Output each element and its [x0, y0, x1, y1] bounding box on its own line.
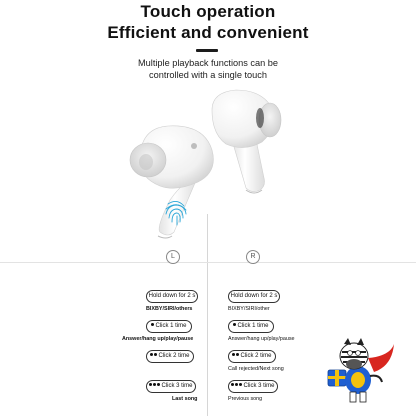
- horizontal-divider: [0, 262, 416, 263]
- heading-line-1: Touch operation: [140, 2, 276, 21]
- left-click2-pill: [146, 350, 194, 363]
- dot-icon: [231, 383, 234, 386]
- right-click2-caption: Call rejected/Next song: [228, 366, 284, 372]
- left-click1-label: Click 1 time: [155, 323, 187, 329]
- dot-icon: [232, 353, 235, 356]
- left-click1-caption: Answer/hang up/play/pause: [122, 336, 194, 342]
- right-click3-pill: [228, 380, 278, 393]
- left-click3-pill: [146, 380, 196, 393]
- right-marker: R: [246, 250, 260, 264]
- dot-icon: [149, 383, 152, 386]
- right-hold-caption: BIXBY/SIRI/other: [228, 306, 270, 312]
- subtitle-line-1: Multiple playback functions can be: [138, 58, 278, 68]
- mascot-zebra-icon: [324, 336, 396, 406]
- right-click2-label: Click 2 time: [240, 353, 272, 359]
- left-click2-label: Click 2 time: [158, 353, 190, 359]
- dot-icon: [150, 353, 153, 356]
- right-click1-pill: [228, 320, 274, 333]
- right-click3-label: Click 3 time: [243, 383, 275, 389]
- right-click2-pill: [228, 350, 276, 363]
- right-click1-label: Click 1 time: [237, 323, 269, 329]
- left-click3-caption: Last song: [172, 396, 198, 402]
- right-click1-caption: Answer/hang up/play/pause: [228, 336, 295, 342]
- left-marker: L: [166, 250, 180, 264]
- right-earbud: [212, 90, 281, 193]
- left-hold-caption: BIXBY/SIRI/others: [146, 306, 193, 312]
- left-click3-label: Click 3 time: [161, 383, 193, 389]
- subtitle-line-2: controlled with a single touch: [149, 70, 267, 80]
- left-click1-pill: [146, 320, 192, 333]
- dot-icon: [235, 383, 238, 386]
- left-hold-pill: Hold down for 2 s: [146, 290, 198, 303]
- dot-icon: [153, 383, 156, 386]
- center-divider: [207, 214, 208, 416]
- right-click3-caption: Previous song: [228, 396, 263, 402]
- heading-line-2: Efficient and convenient: [107, 23, 309, 42]
- right-hold-pill: Hold down for 2 s: [228, 290, 280, 303]
